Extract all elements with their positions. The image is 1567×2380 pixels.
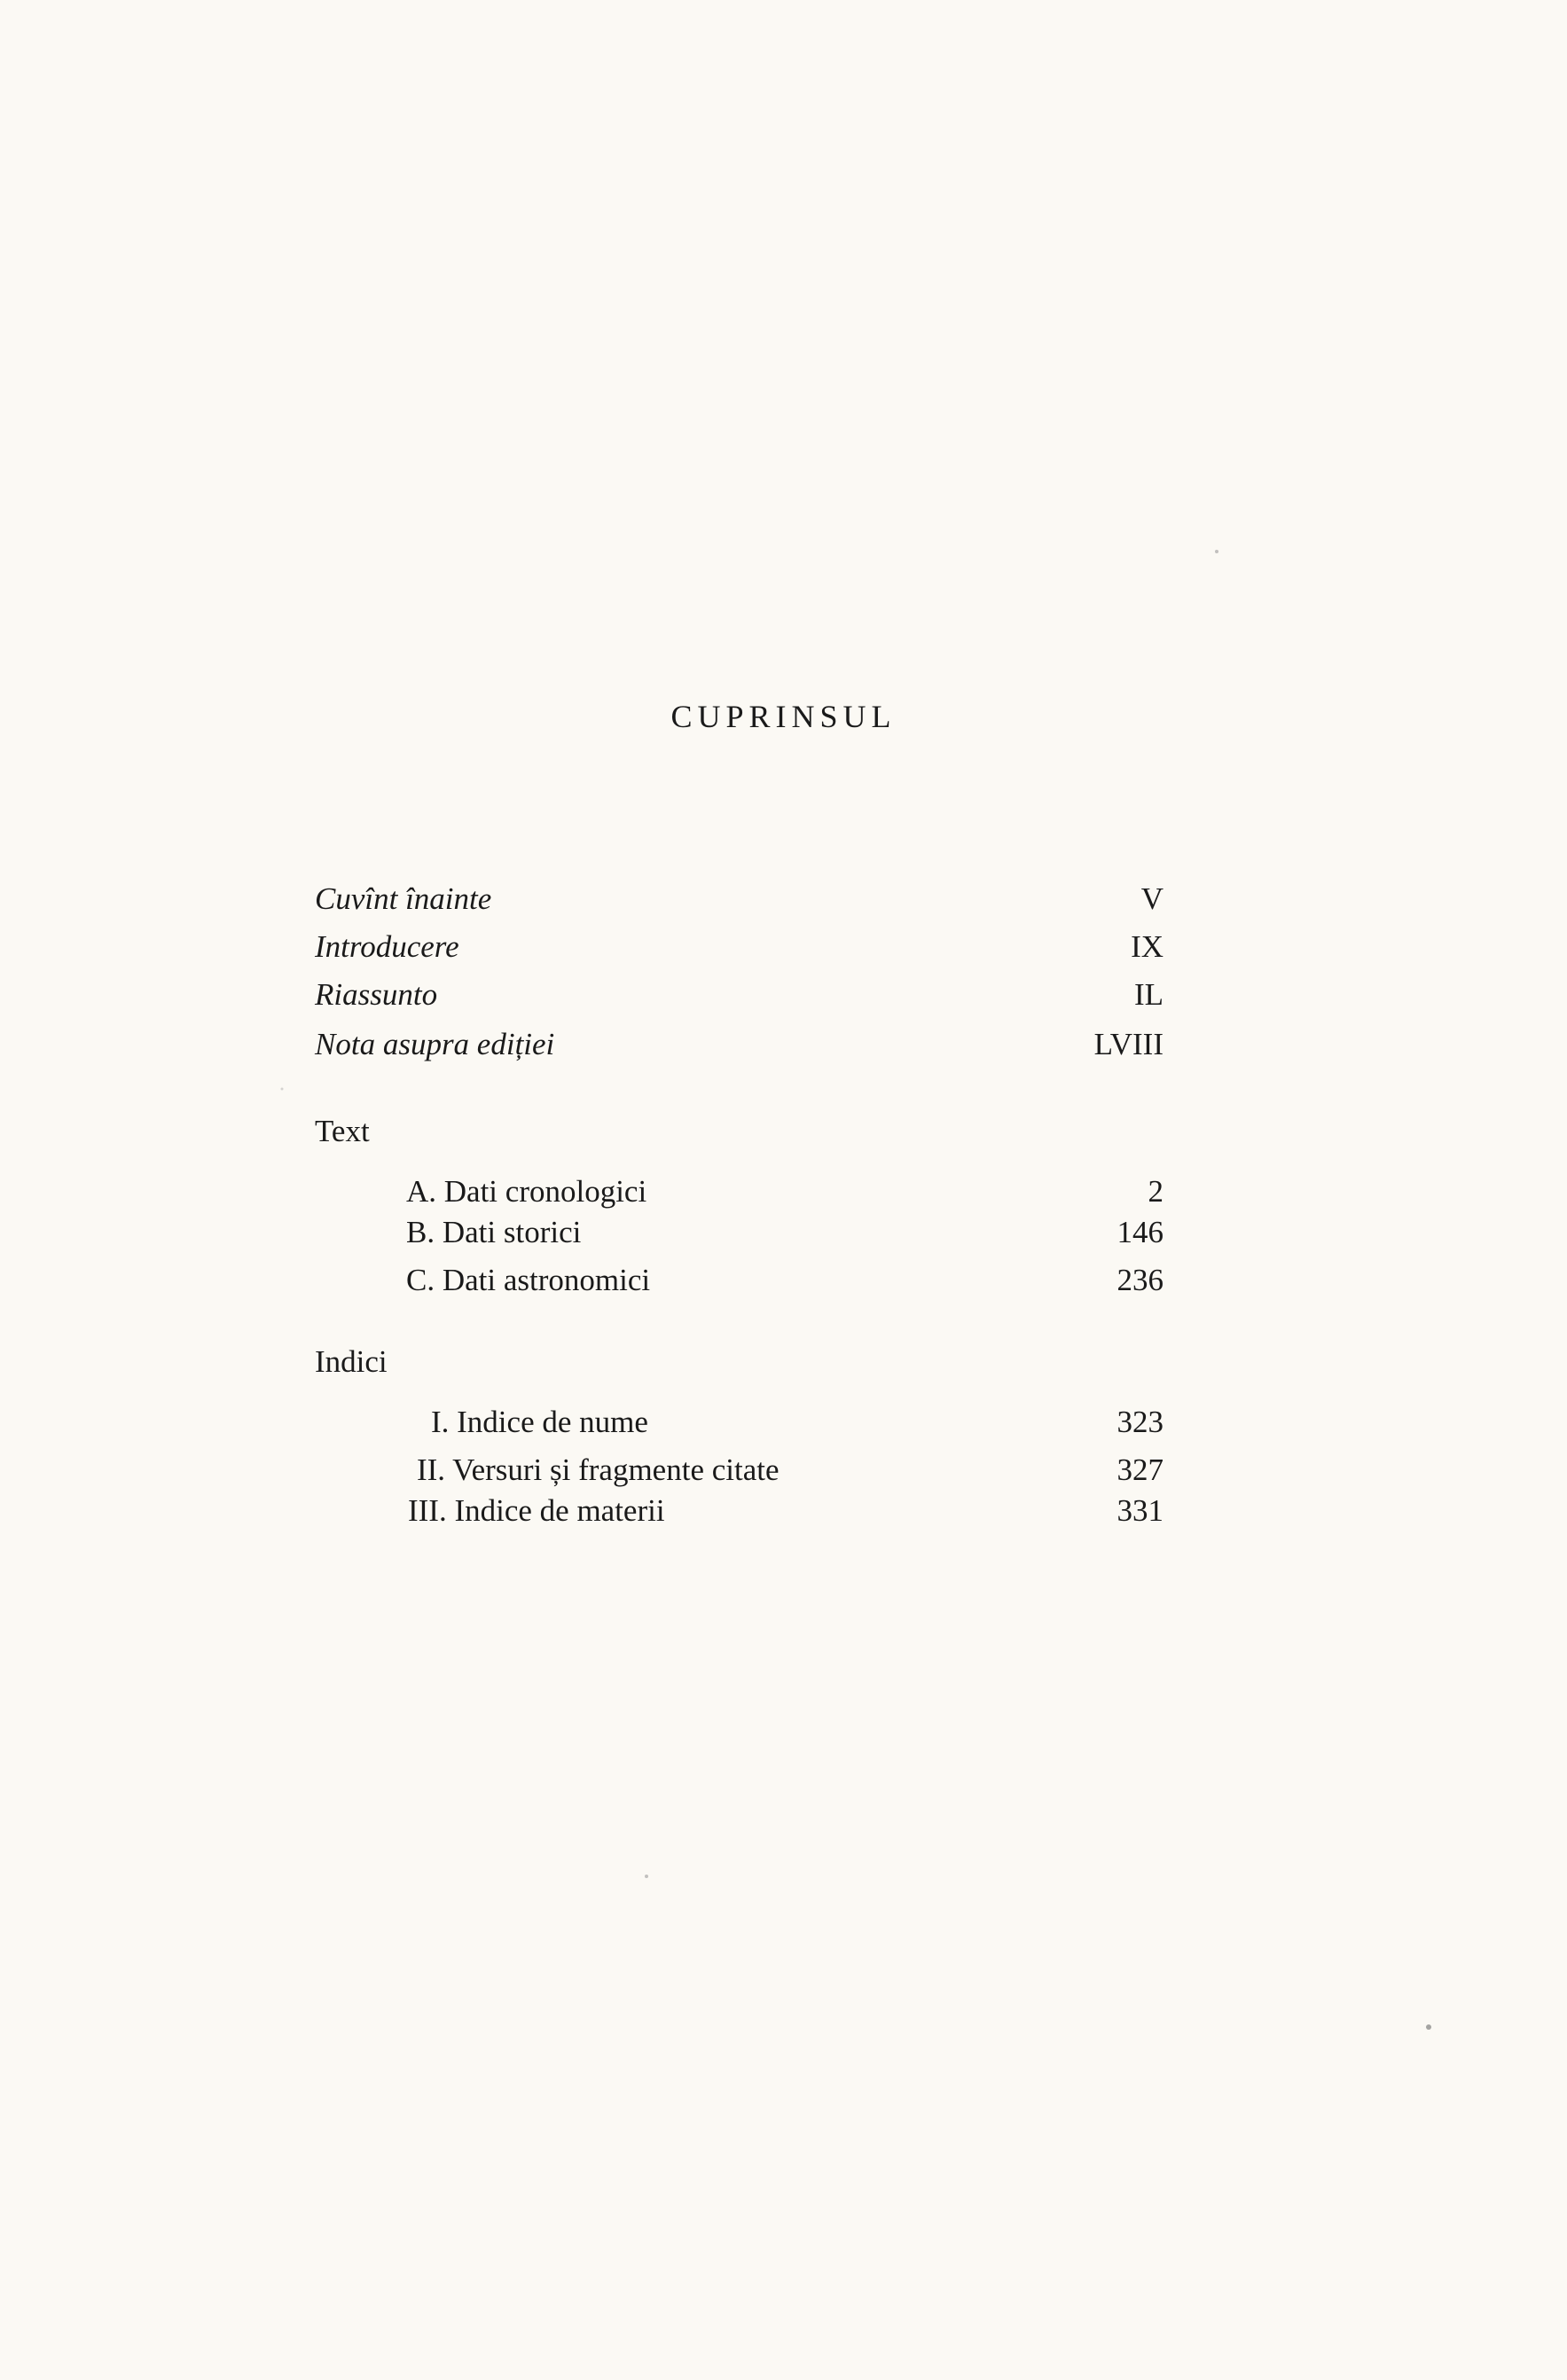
toc-entry-label: Cuvînt înainte bbox=[315, 881, 492, 916]
section-heading: Text bbox=[315, 1114, 370, 1148]
toc-entry-label: I. Indice de nume bbox=[431, 1405, 648, 1439]
page-title: CUPRINSUL bbox=[670, 699, 897, 734]
toc-entry-page: 327 bbox=[1116, 1452, 1163, 1487]
toc-entry-page: 323 bbox=[1116, 1405, 1163, 1439]
toc-entry-label: III. Indice de materii bbox=[408, 1493, 665, 1528]
toc-entry-label: B. Dati storici bbox=[406, 1215, 582, 1249]
toc-entry-label: Introducere bbox=[315, 929, 459, 964]
speck bbox=[645, 1875, 648, 1878]
toc-entry-label: C. Dati astronomici bbox=[406, 1263, 651, 1297]
section-heading: Indici bbox=[315, 1344, 388, 1379]
toc-entry-label: A. Dati cronologici bbox=[406, 1174, 647, 1209]
speck bbox=[1426, 2024, 1431, 2030]
speck bbox=[1215, 550, 1218, 553]
toc-entry-page: V bbox=[1140, 881, 1163, 916]
toc-entry-page: IX bbox=[1131, 929, 1163, 964]
toc-entry-label: II. Versuri și fragmente citate bbox=[417, 1452, 780, 1487]
toc-entry-page: 331 bbox=[1116, 1493, 1163, 1528]
toc-entry-page: 146 bbox=[1116, 1215, 1163, 1249]
speck bbox=[281, 1088, 284, 1091]
toc-entry-page: 2 bbox=[1148, 1174, 1163, 1209]
toc-entry-label: Nota asupra ediției bbox=[315, 1027, 555, 1061]
toc-entry-page: LVIII bbox=[1093, 1027, 1163, 1061]
toc-entry-page: IL bbox=[1133, 977, 1163, 1012]
toc-entry-label: Riassunto bbox=[315, 977, 438, 1012]
toc-entry-page: 236 bbox=[1116, 1263, 1163, 1297]
